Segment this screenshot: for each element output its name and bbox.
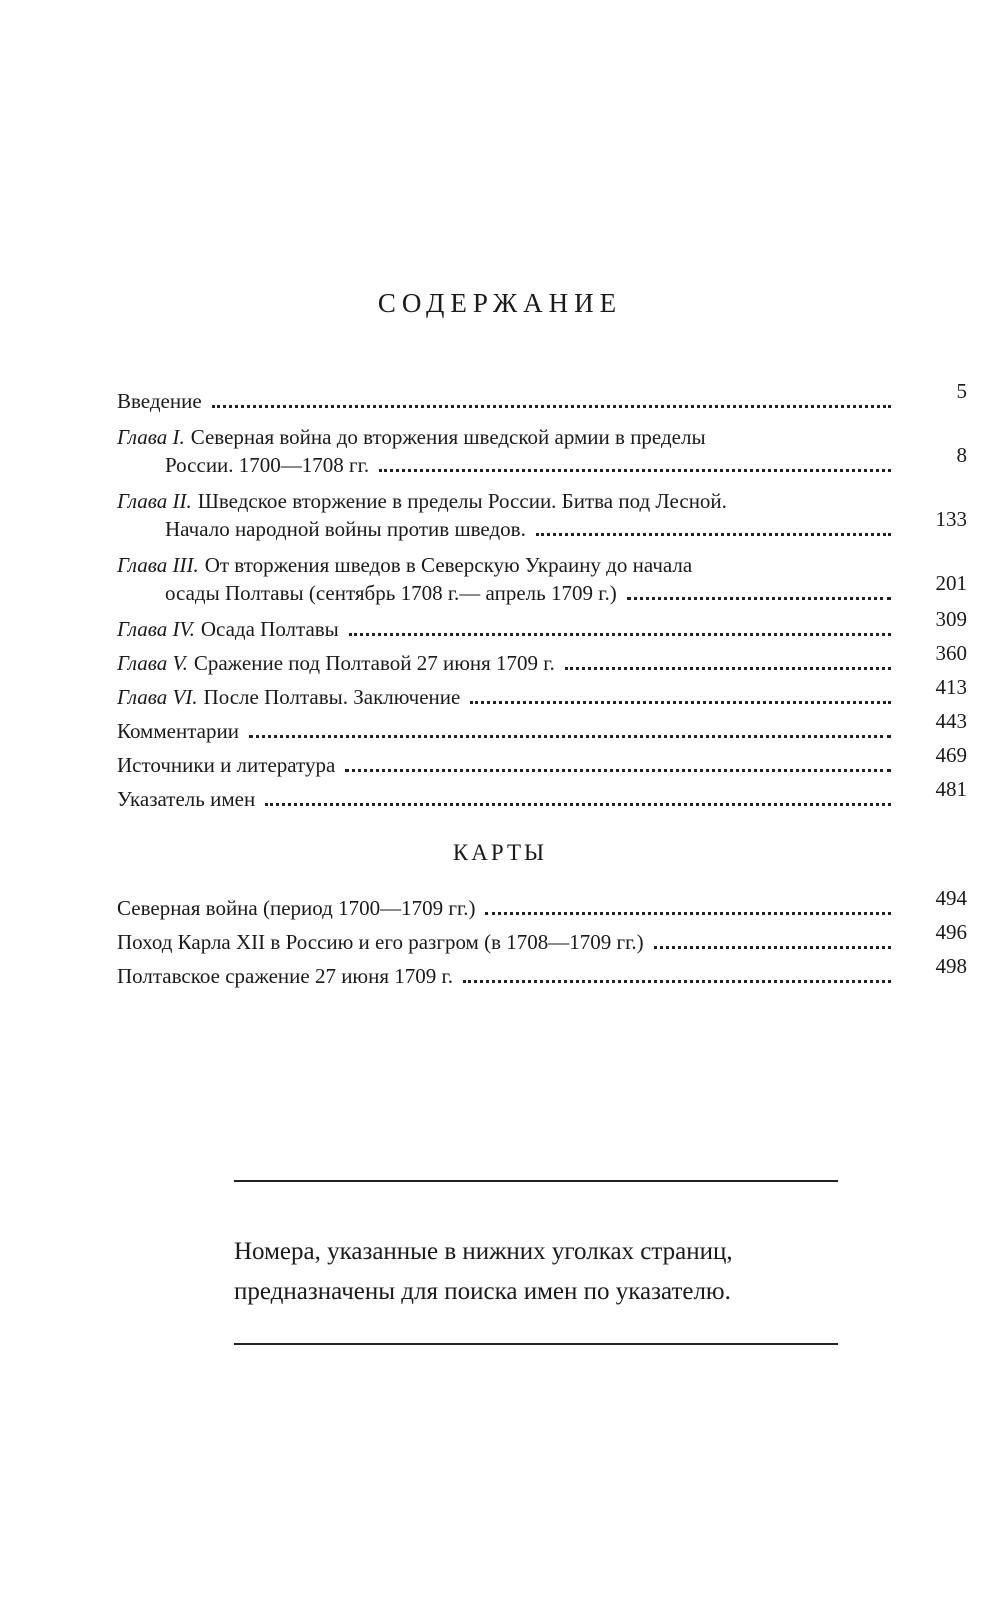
footnote-line-2: предназначены для поиска имен по указателю. (234, 1278, 731, 1305)
map-entry-northern-war[interactable] (117, 886, 967, 922)
entry-text: Сражение под Полтавой 27 июня 1709 г. (193, 651, 555, 675)
entry-text: Полтавское сражение 27 июня 1709 г. (117, 964, 454, 988)
chapter-label: Глава III. (117, 553, 199, 577)
page-number: 201 (935, 571, 967, 595)
toc-entry-chapter-3[interactable] (117, 551, 967, 607)
entry-text: Источники и литература (117, 753, 336, 777)
page-number: 133 (935, 507, 967, 531)
dot-leader (212, 403, 891, 408)
dot-leader (463, 978, 891, 983)
entry-text: От вторжения шведов в Северскую Украину до начала (204, 553, 693, 577)
toc-entry-chapter-4[interactable] (117, 607, 967, 643)
page-number: 496 (935, 920, 967, 944)
page-number: 443 (935, 709, 967, 733)
page-number: 8 (956, 443, 967, 467)
page-number: 413 (935, 675, 967, 699)
dot-leader (265, 801, 891, 806)
note-bottom-divider (234, 1343, 838, 1345)
footnote (234, 1232, 854, 1312)
dot-leader (485, 910, 891, 915)
entry-text: осады Полтавы (сентябрь 1708 г.— апрель 1709 г.) (165, 581, 617, 605)
dot-leader (379, 467, 891, 472)
chapter-label: Глава V. (117, 651, 188, 675)
entry-text: Шведское вторжение в пределы России. Битва под Лесной. (197, 489, 727, 513)
page-number: 5 (956, 379, 967, 403)
entry-text: Осада Полтавы (200, 617, 339, 641)
footnote-line-1: Номера, указанные в нижних уголках страниц, (234, 1238, 733, 1265)
page-number: 481 (935, 777, 967, 801)
entry-text: Поход Карла XII в Россию и его разгром (в 1708—1709 гг.) (117, 930, 644, 954)
chapter-label: Глава I. (117, 425, 185, 449)
page-number: 494 (935, 886, 967, 910)
page-number: 309 (935, 607, 967, 631)
page-title: СОДЕРЖАНИЕ (377, 288, 623, 318)
map-entry-poltava-battle[interactable] (117, 954, 967, 990)
entry-text: Указатель имен (117, 787, 256, 811)
dot-leader (536, 531, 891, 536)
maps-list (117, 886, 967, 990)
dot-leader (349, 631, 891, 636)
toc-entry-chapter-6[interactable] (117, 675, 967, 711)
note-top-divider (234, 1180, 838, 1182)
toc-entry-chapter-2[interactable] (117, 487, 967, 543)
entry-text: Введение (117, 389, 202, 413)
toc-entry-chapter-5[interactable] (117, 641, 967, 677)
dot-leader (654, 944, 891, 949)
page-number: 360 (935, 641, 967, 665)
maps-section-title: КАРТЫ (452, 840, 548, 865)
toc-entry-introduction[interactable] (117, 379, 967, 415)
chapter-label: Глава II. (117, 489, 192, 513)
dot-leader (345, 767, 891, 772)
page-number: 469 (935, 743, 967, 767)
page-number: 498 (935, 954, 967, 978)
entry-text: Начало народной войны против шведов. (165, 517, 526, 541)
entry-text: России. 1700—1708 гг. (165, 453, 370, 477)
dot-leader (470, 699, 891, 704)
map-entry-charles-campaign[interactable] (117, 920, 967, 956)
entry-text: Комментарии (117, 719, 239, 743)
entry-text: После Полтавы. Заключение (203, 685, 461, 709)
contents-list (117, 379, 967, 813)
chapter-label: Глава VI. (117, 685, 198, 709)
dot-leader (249, 733, 891, 738)
dot-leader (627, 595, 891, 600)
entry-text: Северная война до вторжения шведской армии в пределы (190, 425, 706, 449)
entry-text: Северная война (период 1700—1709 гг.) (117, 896, 476, 920)
toc-entry-name-index[interactable] (117, 777, 967, 813)
toc-entry-commentary[interactable] (117, 709, 967, 745)
dot-leader (565, 665, 891, 670)
toc-entry-sources[interactable] (117, 743, 967, 779)
chapter-label: Глава IV. (117, 617, 195, 641)
toc-entry-chapter-1[interactable] (117, 423, 967, 479)
